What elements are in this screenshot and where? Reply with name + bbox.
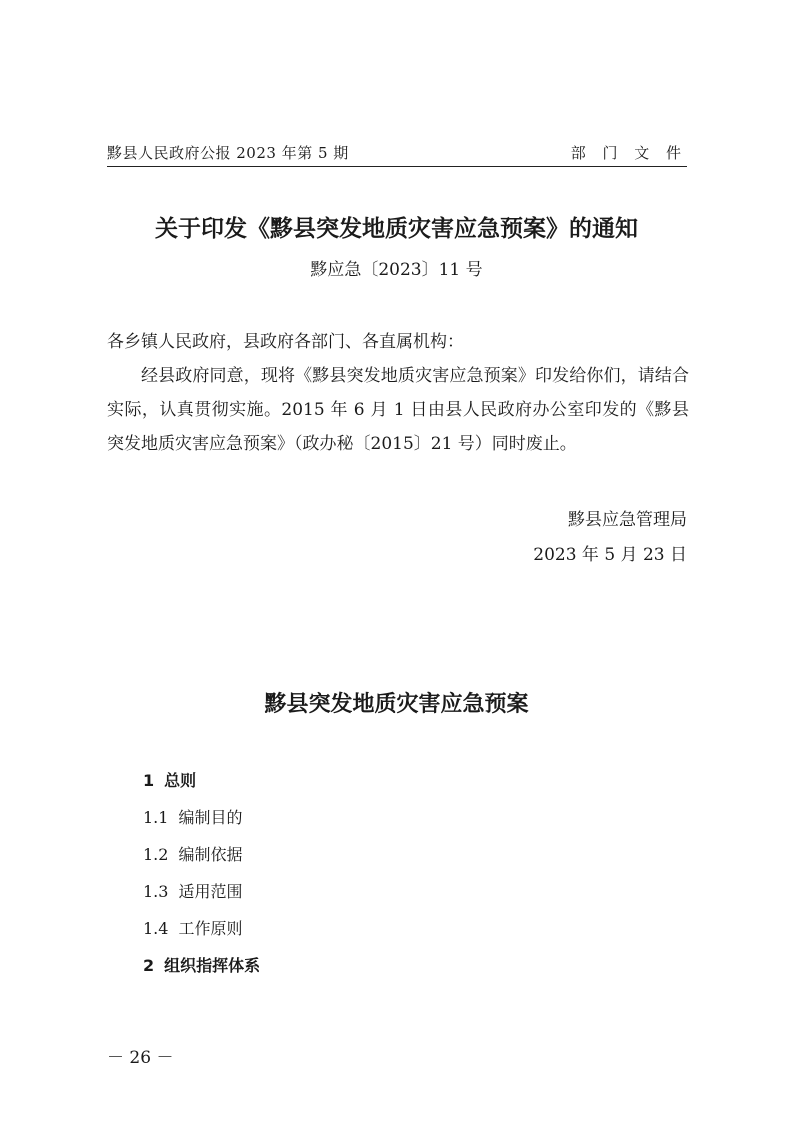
notice-body: 经县政府同意，现将《黟县突发地质灾害应急预案》印发给你们，请结合实际，认真贯彻实施。2015 年 6 月 1 日由县人民政府办公室印发的《黟县突发地质灾害应急预案》（政办秘〔2015〕21 号）同时废止。	[107, 366, 689, 454]
toc-item	[143, 836, 260, 873]
gazette-issue-header: 黟县人民政府公报 2023 年第 5 期	[107, 144, 349, 162]
table-of-contents	[143, 762, 260, 984]
salutation: 各乡镇人民政府，县政府各部门、各直属机构：	[107, 332, 464, 352]
toc-item-number: 1	[143, 771, 155, 790]
header-divider	[107, 166, 687, 167]
toc-item	[143, 947, 260, 984]
toc-item-label: 总则	[164, 771, 197, 790]
section-header: 部 门 文 件	[570, 144, 687, 162]
toc-item	[143, 799, 260, 836]
toc-item-number: 1.1	[143, 808, 169, 827]
toc-item-number: 2	[143, 956, 155, 975]
issue-date: 2023 年 5 月 23 日	[533, 545, 687, 565]
toc-item-label: 编制依据	[178, 845, 243, 864]
toc-item-label: 编制目的	[178, 808, 243, 827]
notice-title: 关于印发《黟县突发地质灾害应急预案》的通知	[155, 216, 638, 242]
page-number: － 26 －	[107, 1048, 174, 1068]
issuing-authority: 黟县应急管理局	[568, 510, 687, 530]
toc-item-number: 1.4	[143, 919, 169, 938]
toc-item-number: 1.3	[143, 882, 169, 901]
toc-item-label: 工作原则	[178, 919, 243, 938]
toc-item-number: 1.2	[143, 845, 169, 864]
toc-item	[143, 762, 260, 799]
document-number: 黟应急〔2023〕11 号	[310, 260, 483, 280]
toc-item	[143, 873, 260, 910]
toc-item	[143, 910, 260, 947]
toc-item-label: 组织指挥体系	[164, 956, 261, 975]
toc-item-label: 适用范围	[178, 882, 243, 901]
plan-title: 黟县突发地质灾害应急预案	[264, 692, 529, 717]
